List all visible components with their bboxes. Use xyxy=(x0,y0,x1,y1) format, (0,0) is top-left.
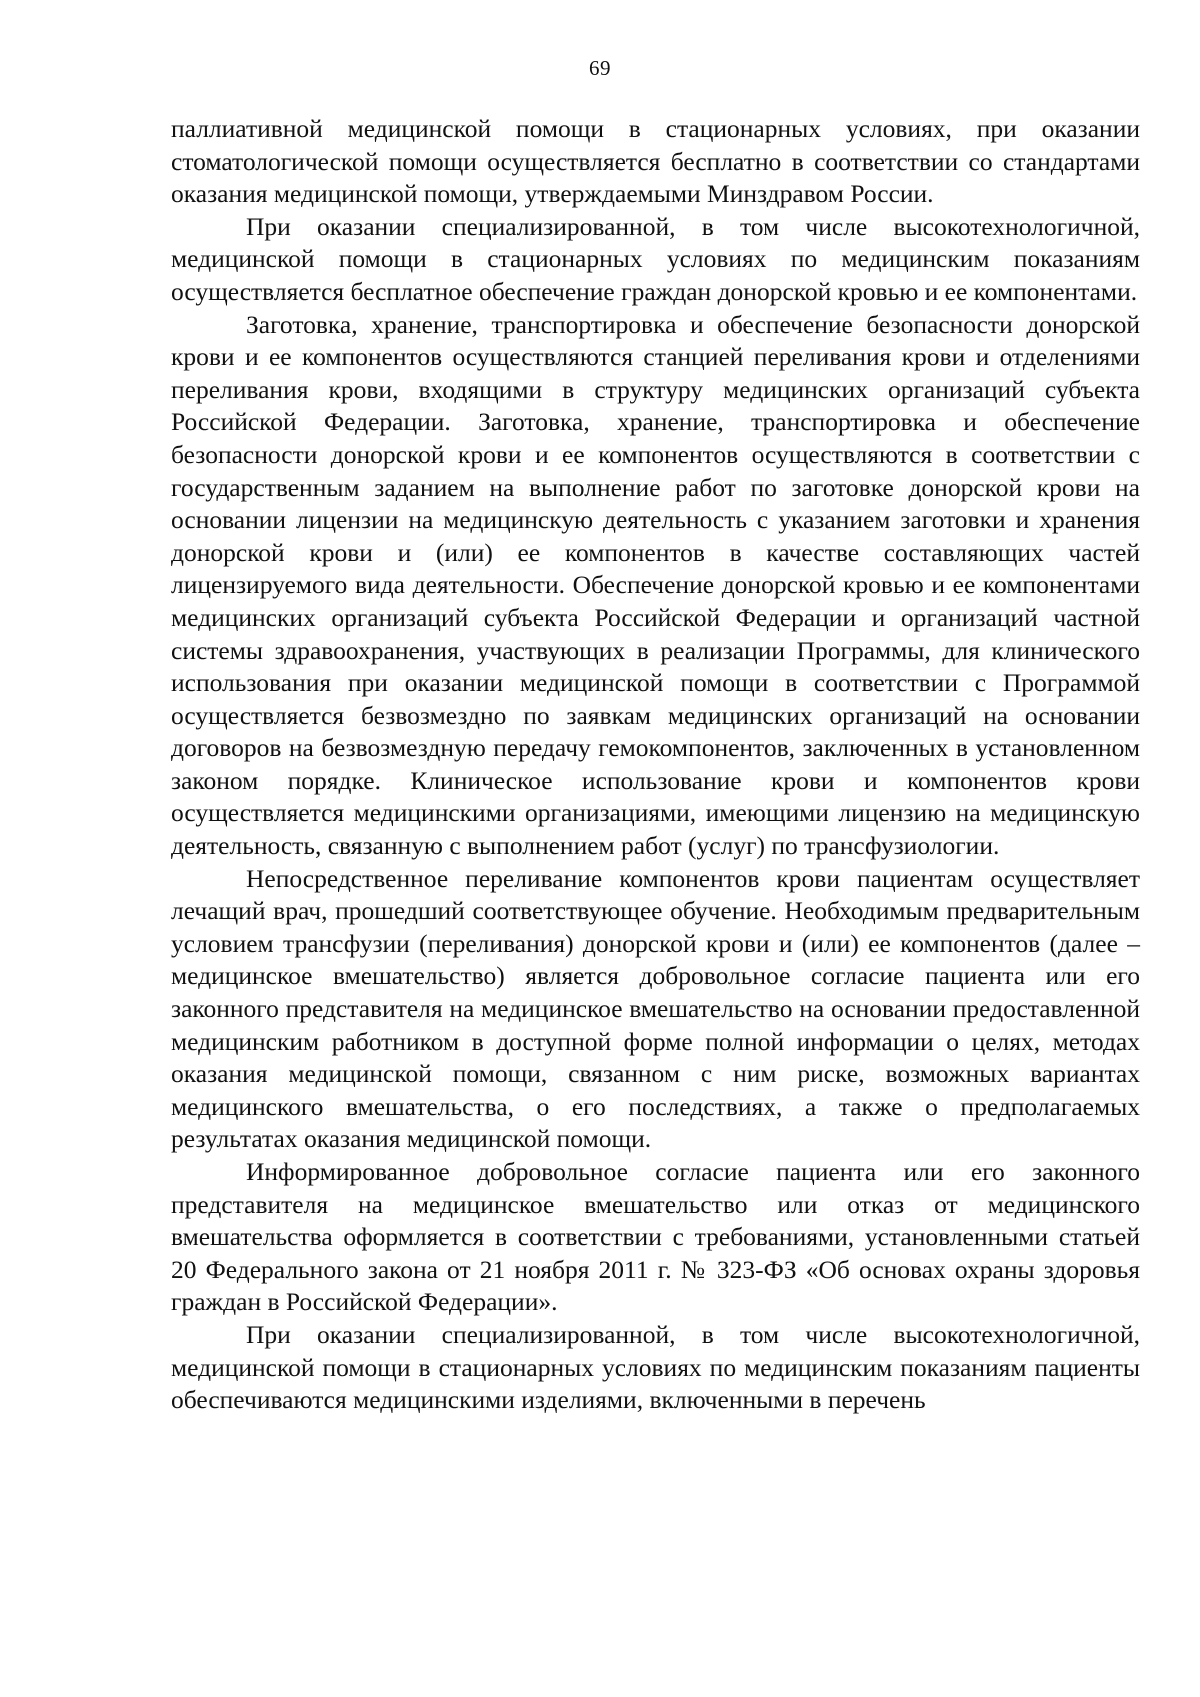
paragraph-medical-devices: При оказании специализированной, в том числе высокотехнологичной, медицинской помощи в стационарных условиях по медицинским показаниям пациенты обеспечиваются медицинскими изделиями, включенными в перечень xyxy=(171,1319,1140,1415)
paragraph-transfusion-consent: Непосредственное переливание компонентов крови пациентам осуществляет лечащий врач, прошедший соответствующее обучение. Необходимым предварительным условием трансфузии (переливания) донорской крови и (или) ее компонентов (далее – медицинское вмешательство) является добровольное согласие пациента или его законного представителя на медицинское вмешательство на основании предоставленной медицинским работником в доступной форме полной информации о целях, методах оказания медицинской помощи, связанном с ним риске, возможных вариантах медицинского вмешательства, о его последствиях, а также о предполагаемых результатах оказания медицинской помощи. xyxy=(171,863,1140,1154)
paragraph-continuation: паллиативной медицинской помощи в стационарных условиях, при оказании стоматологической помощи осуществляется бесплатно в соответствии со стандартами оказания медицинской помощи, утверждаемыми Минздравом России. xyxy=(171,114,1140,209)
paragraph-blood-procurement: Заготовка, хранение, транспортировка и обеспечение безопасности донорской крови и ее компонентов осуществляются станцией переливания крови и отделениями переливания крови, входящими в структуру медицинских организаций субъекта Российской Федерации. Заготовка, хранение, транспортировка и обеспечение безопасности донорской крови и ее компонентов осуществляются в соответствии с государственным заданием на выполнение работ по заготовке донорской крови на основании лицензии на медицинскую деятельность с указанием заготовки и хранения донорской крови и (или) ее компонентов в качестве составляющих частей лицензируемого вида деятельности. Обеспечение донорской кровью и ее компонентами медицинских организаций субъекта Российской Федерации и организаций частной системы здравоохранения, участвующих в реализации Программы, для клинического использования при оказании медицинской помощи в соответствии с Программой осуществляется безвозмездно по заявкам медицинских организаций на основании договоров на безвозмездную передачу гемокомпонентов, заключенных в установленном законом порядке. Клиническое использование крови и компонентов крови осуществляется медицинскими организациями, имеющими лицензию на медицинскую деятельность, связанную с выполнением работ (услуг) по трансфузиологии. xyxy=(171,309,1140,861)
document-body xyxy=(171,113,1140,1417)
paragraph-informed-consent: Информированное добровольное согласие пациента или его законного представителя на медицинское вмешательство или отказ от медицинского вмешательства оформляется в соответствии с требованиями, установленными статьей 20 Федерального закона от 21 ноября 2011 г. № 323-ФЗ «Об основах охраны здоровья граждан в Российской Федерации». xyxy=(171,1157,1140,1317)
page-number: 69 xyxy=(589,56,611,80)
paragraph-donor-blood-provision: При оказании специализированной, в том числе высокотехнологичной, медицинской помощи в стационарных условиях по медицинским показаниям осуществляется бесплатное обеспечение граждан донорской кровью и ее компонентами. xyxy=(171,211,1140,306)
